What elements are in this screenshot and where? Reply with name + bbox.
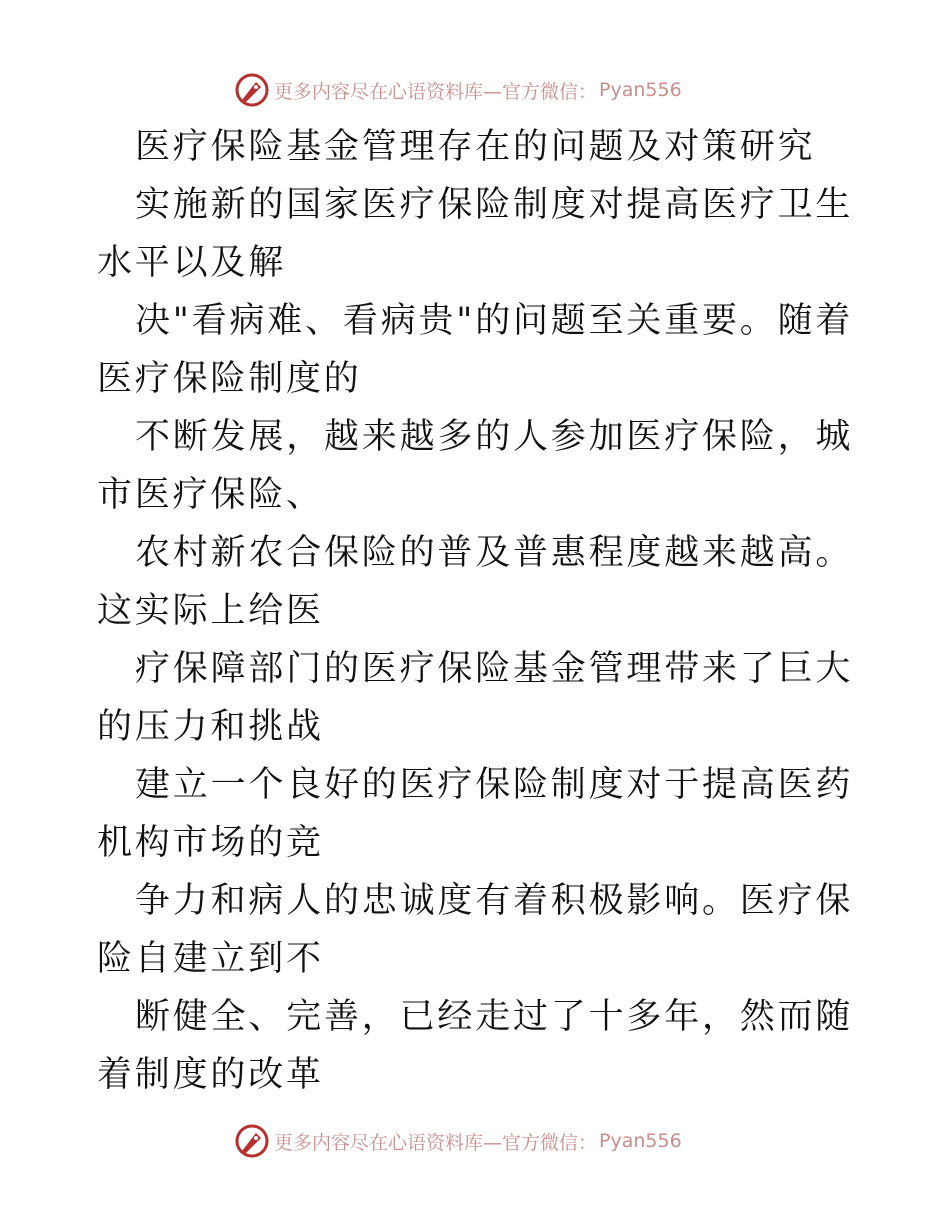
paragraph: 决"看病难、看病贵"的问题至关重要。随着医疗保险制度的 xyxy=(97,301,854,399)
paragraph: 争力和病人的忠诚度有着积极影响。医疗保险自建立到不 xyxy=(97,881,854,979)
document-body xyxy=(97,118,867,1104)
document-title: 医疗保险基金管理存在的问题及对策研究 xyxy=(135,127,816,167)
paragraph: 疗保障部门的医疗保险基金管理带来了巨大的压力和挑战 xyxy=(97,649,854,747)
watermark-text: 更多内容尽在心语资料库—官方微信： xyxy=(274,1131,598,1154)
watermark-footer xyxy=(234,1123,682,1159)
paragraph: 不断发展，越来越多的人参加医疗保险，城市医疗保险、 xyxy=(97,417,854,515)
watermark-wechat-id: Pyan556 xyxy=(599,1130,682,1152)
pen-nib-logo-icon xyxy=(234,1123,270,1159)
paragraph: 建立一个良好的医疗保险制度对于提高医药机构市场的竞 xyxy=(97,765,854,863)
watermark-header xyxy=(234,72,682,108)
watermark-wechat-id: Pyan556 xyxy=(599,79,682,101)
paragraph: 农村新农合保险的普及普惠程度越来越高。这实际上给医 xyxy=(97,533,854,631)
pen-nib-logo-icon xyxy=(234,72,270,108)
paragraph: 实施新的国家医疗保险制度对提高医疗卫生水平以及解 xyxy=(97,185,854,283)
watermark-text: 更多内容尽在心语资料库—官方微信： xyxy=(274,80,598,103)
paragraph: 断健全、完善，已经走过了十多年，然而随着制度的改革 xyxy=(97,997,854,1095)
